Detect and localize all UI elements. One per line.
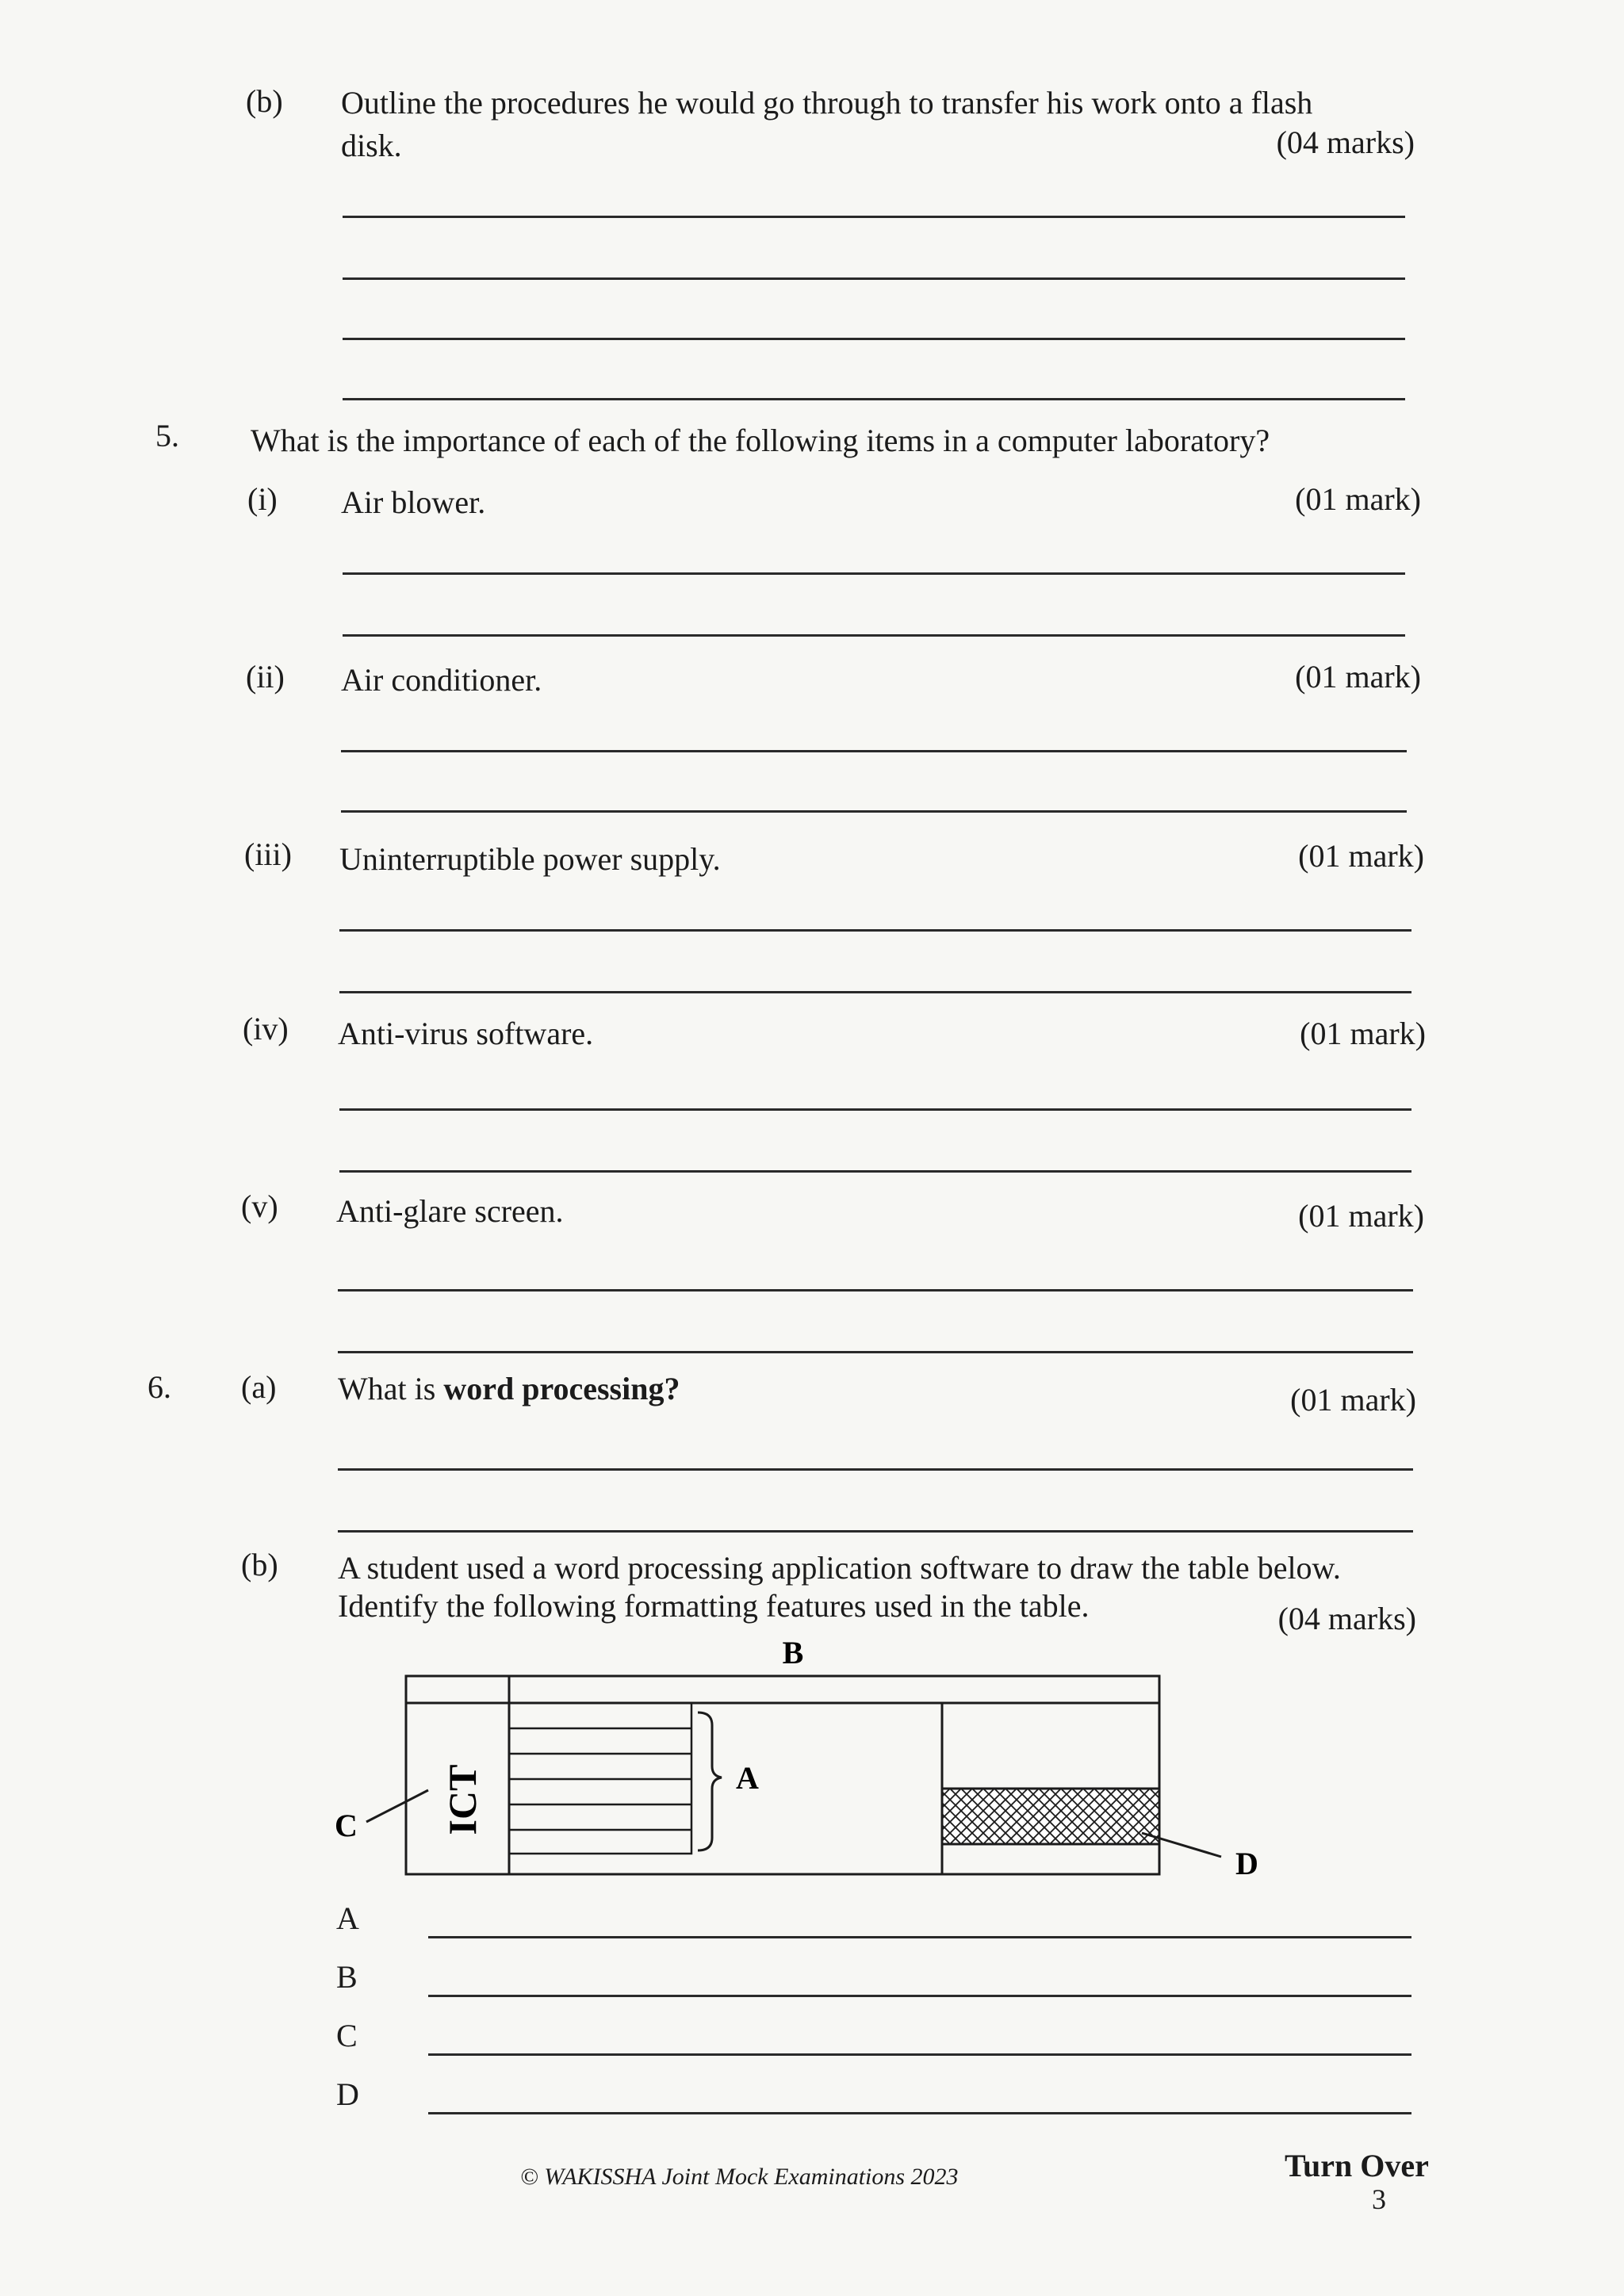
- q6-number: 6.: [147, 1369, 171, 1405]
- figure-label-d: D: [1235, 1846, 1258, 1881]
- page-number: 3: [1372, 2183, 1386, 2215]
- answer-line[interactable]: [339, 1108, 1411, 1111]
- q6b-label: (b): [241, 1547, 278, 1582]
- figure-label-a: A: [736, 1760, 759, 1796]
- q4b-marks: (04 marks): [1276, 124, 1415, 160]
- figure-label-c: C: [335, 1808, 358, 1843]
- answer-label-b: B: [336, 1959, 358, 1995]
- brace-icon: [698, 1712, 722, 1850]
- q5-item-label: (iv): [243, 1011, 289, 1047]
- answer-line[interactable]: [338, 1530, 1413, 1533]
- q6a-text-prefix: What is: [338, 1371, 444, 1406]
- q6a-text-bold: word processing?: [443, 1371, 680, 1406]
- q6b-text-line1: A student used a word processing application software to draw the table below.: [338, 1550, 1341, 1586]
- q6a-label: (a): [241, 1369, 277, 1405]
- answer-line[interactable]: [339, 991, 1411, 993]
- footer-copyright: © WAKISSHA Joint Mock Examinations 2023: [520, 2164, 959, 2190]
- answer-line[interactable]: [343, 634, 1405, 637]
- q5-item-marks: (01 mark): [1298, 838, 1424, 874]
- answer-line[interactable]: [338, 1289, 1413, 1292]
- answer-line[interactable]: [343, 216, 1405, 218]
- answer-line-d[interactable]: [428, 2112, 1411, 2114]
- answer-line[interactable]: [343, 572, 1405, 575]
- q5-item-text: Uninterruptible power supply.: [339, 841, 721, 877]
- q5-item-label: (i): [247, 481, 278, 517]
- q5-item-label: (ii): [246, 659, 285, 695]
- q5-item-marks: (01 mark): [1298, 1198, 1424, 1234]
- shaded-cell: [942, 1789, 1159, 1844]
- q5-item-text: Anti-glare screen.: [336, 1193, 564, 1229]
- answer-label-c: C: [336, 2018, 358, 2053]
- answer-line[interactable]: [341, 810, 1407, 813]
- q5-item-marks: (01 mark): [1295, 659, 1421, 695]
- answer-line[interactable]: [339, 929, 1411, 932]
- q5-item-text: Anti-virus software.: [338, 1016, 594, 1051]
- answer-line[interactable]: [341, 750, 1407, 752]
- answer-label-d: D: [336, 2076, 359, 2112]
- turn-over: Turn Over: [1285, 2148, 1429, 2183]
- formatted-table-figure: [317, 1633, 1308, 1887]
- answer-line[interactable]: [338, 1351, 1413, 1353]
- q5-item-marks: (01 mark): [1295, 481, 1421, 517]
- q4b-text-line1: Outline the procedures he would go through to transfer his work onto a flash: [341, 85, 1313, 121]
- q5-item-text: Air blower.: [341, 484, 486, 520]
- q5-item-label: (iii): [244, 836, 292, 872]
- vertical-text-ict: ICT: [440, 1764, 485, 1835]
- q6b-text-line2: Identify the following formatting features used in the table.: [338, 1588, 1090, 1624]
- q5-item-text: Air conditioner.: [341, 662, 542, 698]
- q6a-marks: (01 mark): [1290, 1382, 1416, 1418]
- answer-line-a[interactable]: [428, 1936, 1411, 1938]
- q5-number: 5.: [155, 418, 179, 453]
- answer-line[interactable]: [338, 1468, 1413, 1471]
- q5-item-label: (v): [241, 1188, 278, 1224]
- answer-label-a: A: [336, 1900, 359, 1936]
- q5-question: What is the importance of each of the following items in a computer laboratory?: [251, 423, 1270, 458]
- figure-label-b: B: [782, 1635, 804, 1670]
- q6b-marks: (04 marks): [1277, 1601, 1416, 1636]
- q6a-text: [338, 1370, 680, 1408]
- q4b-label: (b): [246, 83, 283, 119]
- answer-line-b[interactable]: [428, 1995, 1411, 1997]
- q5-item-marks: (01 mark): [1300, 1016, 1426, 1051]
- answer-line[interactable]: [343, 277, 1405, 280]
- pointer-line-c: [366, 1790, 428, 1822]
- answer-line-c[interactable]: [428, 2053, 1411, 2056]
- answer-line[interactable]: [343, 398, 1405, 400]
- answer-line[interactable]: [343, 338, 1405, 340]
- q4b-text-line2: disk.: [341, 128, 402, 163]
- answer-line[interactable]: [339, 1170, 1411, 1173]
